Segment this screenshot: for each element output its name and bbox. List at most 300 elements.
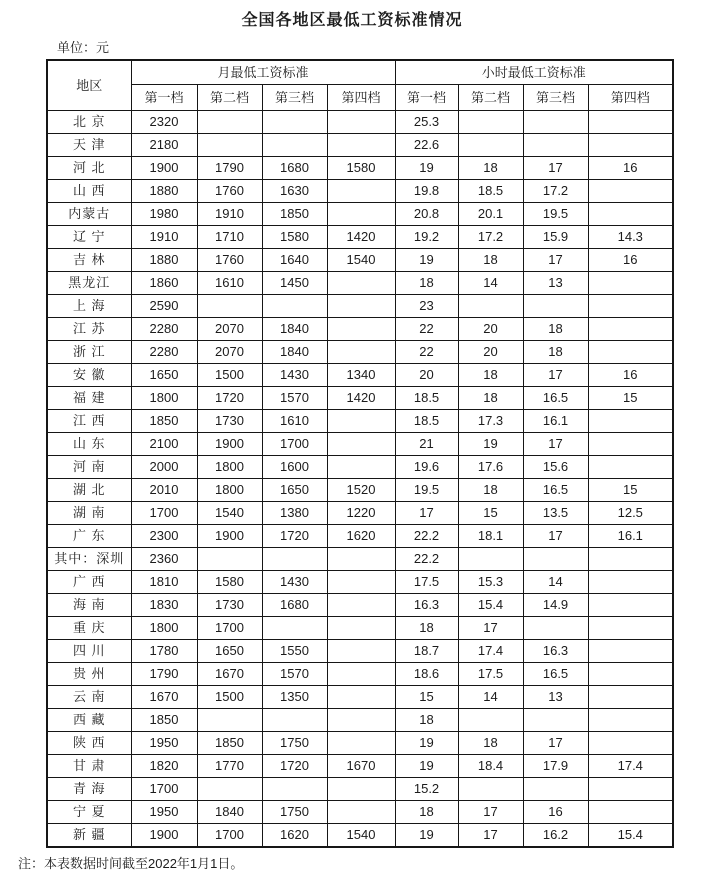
value-cell [327, 341, 395, 364]
value-cell: 1500 [197, 686, 262, 709]
value-cell: 18 [458, 364, 523, 387]
value-cell: 1910 [197, 203, 262, 226]
value-cell [327, 640, 395, 663]
value-cell: 1840 [262, 318, 327, 341]
value-cell: 16 [588, 157, 673, 180]
value-cell: 2180 [131, 134, 197, 157]
minimum-wage-table [46, 59, 674, 848]
region-cell: 陕 西 [47, 732, 131, 755]
col-header-monthly-group: 月最低工资标准 [131, 60, 395, 85]
region-cell: 湖 南 [47, 502, 131, 525]
value-cell: 1670 [327, 755, 395, 778]
value-cell [523, 295, 588, 318]
value-cell: 16.1 [588, 525, 673, 548]
region-cell: 湖 北 [47, 479, 131, 502]
value-cell [588, 732, 673, 755]
value-cell: 1220 [327, 502, 395, 525]
region-cell: 河 北 [47, 157, 131, 180]
value-cell: 12.5 [588, 502, 673, 525]
col-header-hourly-tier-1: 第一档 [395, 85, 458, 111]
value-cell [588, 640, 673, 663]
value-cell: 1570 [262, 387, 327, 410]
page-title: 全国各地区最低工资标准情况 [241, 12, 463, 29]
value-cell: 14 [458, 686, 523, 709]
value-cell: 1900 [197, 433, 262, 456]
value-cell: 15.4 [588, 824, 673, 848]
value-cell: 1540 [197, 502, 262, 525]
value-cell: 16.5 [523, 387, 588, 410]
value-cell [588, 410, 673, 433]
value-cell [327, 732, 395, 755]
value-cell: 15 [395, 686, 458, 709]
region-cell: 内蒙古 [47, 203, 131, 226]
table-row [47, 295, 673, 318]
value-cell: 1840 [197, 801, 262, 824]
region-cell: 其中：深圳 [47, 548, 131, 571]
value-cell [458, 111, 523, 134]
value-cell [197, 709, 262, 732]
value-cell: 1610 [262, 410, 327, 433]
table-row [47, 341, 673, 364]
value-cell: 18 [458, 249, 523, 272]
value-cell [327, 594, 395, 617]
value-cell [588, 801, 673, 824]
value-cell: 18 [395, 617, 458, 640]
value-cell: 17 [523, 364, 588, 387]
value-cell [262, 295, 327, 318]
value-cell [523, 548, 588, 571]
value-cell: 1670 [197, 663, 262, 686]
table-row [47, 525, 673, 548]
value-cell: 1860 [131, 272, 197, 295]
value-cell: 17 [523, 249, 588, 272]
value-cell: 1570 [262, 663, 327, 686]
value-cell [588, 456, 673, 479]
value-cell: 1760 [197, 180, 262, 203]
table-row [47, 732, 673, 755]
value-cell: 1550 [262, 640, 327, 663]
table-row [47, 456, 673, 479]
region-cell: 辽 宁 [47, 226, 131, 249]
value-cell [588, 617, 673, 640]
value-cell [327, 686, 395, 709]
value-cell: 22.2 [395, 548, 458, 571]
value-cell: 1700 [131, 502, 197, 525]
value-cell: 15.3 [458, 571, 523, 594]
value-cell: 20.1 [458, 203, 523, 226]
table-row [47, 709, 673, 732]
region-cell: 新 疆 [47, 824, 131, 848]
value-cell: 1540 [327, 249, 395, 272]
value-cell: 1630 [262, 180, 327, 203]
col-header-monthly-tier-2: 第二档 [197, 85, 262, 111]
value-cell [262, 548, 327, 571]
value-cell [197, 778, 262, 801]
value-cell: 17 [458, 617, 523, 640]
value-cell: 1620 [262, 824, 327, 848]
value-cell: 1900 [197, 525, 262, 548]
value-cell: 1430 [262, 364, 327, 387]
value-cell: 1800 [197, 479, 262, 502]
table-row [47, 824, 673, 848]
value-cell: 19 [395, 157, 458, 180]
value-cell: 17 [458, 824, 523, 848]
region-cell: 云 南 [47, 686, 131, 709]
value-cell: 1900 [131, 157, 197, 180]
value-cell: 1770 [197, 755, 262, 778]
value-cell: 19 [395, 249, 458, 272]
value-cell: 22.6 [395, 134, 458, 157]
value-cell [327, 295, 395, 318]
value-cell: 1700 [262, 433, 327, 456]
col-header-monthly-tier-3: 第三档 [262, 85, 327, 111]
value-cell: 18 [458, 387, 523, 410]
value-cell: 18 [395, 272, 458, 295]
region-cell: 甘 肃 [47, 755, 131, 778]
value-cell [327, 617, 395, 640]
value-cell: 1340 [327, 364, 395, 387]
table-row [47, 272, 673, 295]
value-cell: 13 [523, 686, 588, 709]
value-cell: 1430 [262, 571, 327, 594]
value-cell [588, 180, 673, 203]
value-cell: 1790 [131, 663, 197, 686]
value-cell: 1780 [131, 640, 197, 663]
value-cell: 1720 [262, 525, 327, 548]
value-cell: 2360 [131, 548, 197, 571]
value-cell [588, 686, 673, 709]
value-cell: 1700 [197, 824, 262, 848]
value-cell [588, 548, 673, 571]
value-cell [523, 111, 588, 134]
value-cell [327, 410, 395, 433]
value-cell: 1750 [262, 732, 327, 755]
value-cell: 1910 [131, 226, 197, 249]
region-cell: 四 川 [47, 640, 131, 663]
value-cell: 1720 [262, 755, 327, 778]
value-cell: 19 [458, 433, 523, 456]
value-cell: 15 [458, 502, 523, 525]
value-cell: 1900 [131, 824, 197, 848]
value-cell [588, 111, 673, 134]
value-cell: 1720 [197, 387, 262, 410]
table-row [47, 387, 673, 410]
value-cell [262, 134, 327, 157]
value-cell: 2280 [131, 341, 197, 364]
value-cell: 20 [458, 341, 523, 364]
value-cell: 1980 [131, 203, 197, 226]
value-cell: 1880 [131, 180, 197, 203]
table-row [47, 226, 673, 249]
value-cell [588, 778, 673, 801]
value-cell: 14.9 [523, 594, 588, 617]
value-cell [523, 709, 588, 732]
value-cell: 18.5 [458, 180, 523, 203]
value-cell [458, 709, 523, 732]
value-cell: 19.2 [395, 226, 458, 249]
region-cell: 天 津 [47, 134, 131, 157]
value-cell: 1670 [131, 686, 197, 709]
value-cell [327, 663, 395, 686]
table-body [47, 111, 673, 848]
value-cell: 1520 [327, 479, 395, 502]
value-cell: 19 [395, 732, 458, 755]
value-cell: 19 [395, 755, 458, 778]
col-header-hourly-tier-4: 第四档 [588, 85, 673, 111]
value-cell: 17 [523, 525, 588, 548]
value-cell: 1880 [131, 249, 197, 272]
value-cell: 1950 [131, 732, 197, 755]
value-cell: 1830 [131, 594, 197, 617]
value-cell [197, 548, 262, 571]
value-cell: 15.6 [523, 456, 588, 479]
value-cell: 17 [458, 801, 523, 824]
value-cell: 18.6 [395, 663, 458, 686]
value-cell: 1850 [262, 203, 327, 226]
value-cell [588, 341, 673, 364]
value-cell: 1760 [197, 249, 262, 272]
value-cell [197, 134, 262, 157]
value-cell: 19 [395, 824, 458, 848]
value-cell: 17.3 [458, 410, 523, 433]
value-cell: 15 [588, 479, 673, 502]
value-cell: 16.5 [523, 479, 588, 502]
value-cell: 1640 [262, 249, 327, 272]
value-cell: 14 [523, 571, 588, 594]
value-cell: 1850 [131, 410, 197, 433]
value-cell: 1600 [262, 456, 327, 479]
value-cell: 16.3 [523, 640, 588, 663]
value-cell [197, 111, 262, 134]
value-cell [327, 778, 395, 801]
table-row [47, 548, 673, 571]
table-row [47, 640, 673, 663]
table-row [47, 502, 673, 525]
value-cell: 16 [523, 801, 588, 824]
value-cell [327, 180, 395, 203]
value-cell [458, 134, 523, 157]
value-cell [327, 548, 395, 571]
value-cell: 1750 [262, 801, 327, 824]
region-cell: 西 藏 [47, 709, 131, 732]
region-cell: 贵 州 [47, 663, 131, 686]
value-cell: 1540 [327, 824, 395, 848]
table-row [47, 410, 673, 433]
value-cell: 2280 [131, 318, 197, 341]
value-cell: 20 [458, 318, 523, 341]
table-header [47, 60, 673, 111]
value-cell: 18.1 [458, 525, 523, 548]
value-cell: 1580 [327, 157, 395, 180]
value-cell: 22 [395, 341, 458, 364]
value-cell [458, 548, 523, 571]
value-cell [327, 571, 395, 594]
region-cell: 上 海 [47, 295, 131, 318]
value-cell [262, 617, 327, 640]
value-cell [588, 663, 673, 686]
region-cell: 黑龙江 [47, 272, 131, 295]
value-cell: 1450 [262, 272, 327, 295]
value-cell [327, 203, 395, 226]
value-cell [523, 617, 588, 640]
value-cell [523, 778, 588, 801]
value-cell: 2300 [131, 525, 197, 548]
value-cell: 19.6 [395, 456, 458, 479]
value-cell: 17.9 [523, 755, 588, 778]
value-cell: 25.3 [395, 111, 458, 134]
value-cell [327, 801, 395, 824]
col-header-region: 地区 [47, 60, 131, 111]
region-cell: 江 苏 [47, 318, 131, 341]
value-cell: 1730 [197, 594, 262, 617]
value-cell: 17 [395, 502, 458, 525]
value-cell: 2590 [131, 295, 197, 318]
table-row [47, 755, 673, 778]
table-row [47, 801, 673, 824]
value-cell [327, 456, 395, 479]
value-cell: 1650 [197, 640, 262, 663]
value-cell: 1820 [131, 755, 197, 778]
value-cell: 18.4 [458, 755, 523, 778]
region-cell: 山 西 [47, 180, 131, 203]
value-cell: 2100 [131, 433, 197, 456]
value-cell: 2010 [131, 479, 197, 502]
value-cell: 1650 [131, 364, 197, 387]
value-cell: 18 [458, 479, 523, 502]
col-header-hourly-tier-2: 第二档 [458, 85, 523, 111]
region-cell: 北 京 [47, 111, 131, 134]
region-cell: 青 海 [47, 778, 131, 801]
table-row [47, 318, 673, 341]
region-cell: 海 南 [47, 594, 131, 617]
value-cell: 18.5 [395, 387, 458, 410]
value-cell: 2000 [131, 456, 197, 479]
value-cell: 18 [523, 341, 588, 364]
value-cell: 20.8 [395, 203, 458, 226]
region-cell: 广 西 [47, 571, 131, 594]
value-cell: 1800 [131, 617, 197, 640]
value-cell: 15.4 [458, 594, 523, 617]
table-row [47, 594, 673, 617]
value-cell: 18.5 [395, 410, 458, 433]
value-cell [588, 594, 673, 617]
value-cell [327, 709, 395, 732]
value-cell [523, 134, 588, 157]
value-cell: 1680 [262, 157, 327, 180]
value-cell: 17 [523, 732, 588, 755]
value-cell: 1650 [262, 479, 327, 502]
value-cell [458, 778, 523, 801]
value-cell: 22.2 [395, 525, 458, 548]
value-cell: 1950 [131, 801, 197, 824]
value-cell: 17.2 [458, 226, 523, 249]
region-cell: 山 东 [47, 433, 131, 456]
region-cell: 吉 林 [47, 249, 131, 272]
value-cell: 17.5 [458, 663, 523, 686]
value-cell: 1620 [327, 525, 395, 548]
value-cell: 19.5 [395, 479, 458, 502]
value-cell: 1730 [197, 410, 262, 433]
value-cell: 18.7 [395, 640, 458, 663]
group-header-row [47, 60, 673, 85]
value-cell: 1680 [262, 594, 327, 617]
value-cell: 1850 [131, 709, 197, 732]
table-row [47, 617, 673, 640]
region-cell: 浙 江 [47, 341, 131, 364]
value-cell: 1710 [197, 226, 262, 249]
value-cell: 14 [458, 272, 523, 295]
value-cell: 1420 [327, 226, 395, 249]
value-cell: 2070 [197, 341, 262, 364]
value-cell: 17.5 [395, 571, 458, 594]
value-cell: 1800 [197, 456, 262, 479]
table-row [47, 134, 673, 157]
value-cell: 15 [588, 387, 673, 410]
region-cell: 宁 夏 [47, 801, 131, 824]
value-cell: 2070 [197, 318, 262, 341]
value-cell [327, 318, 395, 341]
table-row [47, 203, 673, 226]
value-cell: 16.3 [395, 594, 458, 617]
col-header-hourly-tier-3: 第三档 [523, 85, 588, 111]
value-cell: 22 [395, 318, 458, 341]
value-cell: 18 [523, 318, 588, 341]
value-cell: 18 [395, 801, 458, 824]
value-cell: 1500 [197, 364, 262, 387]
value-cell [588, 203, 673, 226]
value-cell [588, 709, 673, 732]
value-cell: 1800 [131, 387, 197, 410]
col-header-monthly-tier-4: 第四档 [327, 85, 395, 111]
table-row [47, 686, 673, 709]
table-row [47, 111, 673, 134]
table-row [47, 663, 673, 686]
value-cell: 17 [523, 433, 588, 456]
col-header-hourly-group: 小时最低工资标准 [395, 60, 673, 85]
value-cell [327, 111, 395, 134]
value-cell: 1350 [262, 686, 327, 709]
value-cell: 19.8 [395, 180, 458, 203]
value-cell [327, 134, 395, 157]
value-cell: 16.1 [523, 410, 588, 433]
value-cell: 13.5 [523, 502, 588, 525]
region-cell: 广 东 [47, 525, 131, 548]
value-cell [197, 295, 262, 318]
value-cell: 16 [588, 364, 673, 387]
value-cell: 15.9 [523, 226, 588, 249]
value-cell: 21 [395, 433, 458, 456]
col-header-monthly-tier-1: 第一档 [131, 85, 197, 111]
value-cell: 19.5 [523, 203, 588, 226]
value-cell: 17 [523, 157, 588, 180]
value-cell: 1790 [197, 157, 262, 180]
value-cell: 16 [588, 249, 673, 272]
value-cell [262, 111, 327, 134]
value-cell: 17.4 [588, 755, 673, 778]
value-cell: 2320 [131, 111, 197, 134]
table-row [47, 157, 673, 180]
value-cell: 17.2 [523, 180, 588, 203]
value-cell: 20 [395, 364, 458, 387]
region-cell: 江 西 [47, 410, 131, 433]
value-cell: 18 [458, 157, 523, 180]
value-cell [588, 134, 673, 157]
value-cell [588, 318, 673, 341]
value-cell: 1610 [197, 272, 262, 295]
value-cell: 1850 [197, 732, 262, 755]
value-cell [588, 272, 673, 295]
value-cell: 23 [395, 295, 458, 318]
